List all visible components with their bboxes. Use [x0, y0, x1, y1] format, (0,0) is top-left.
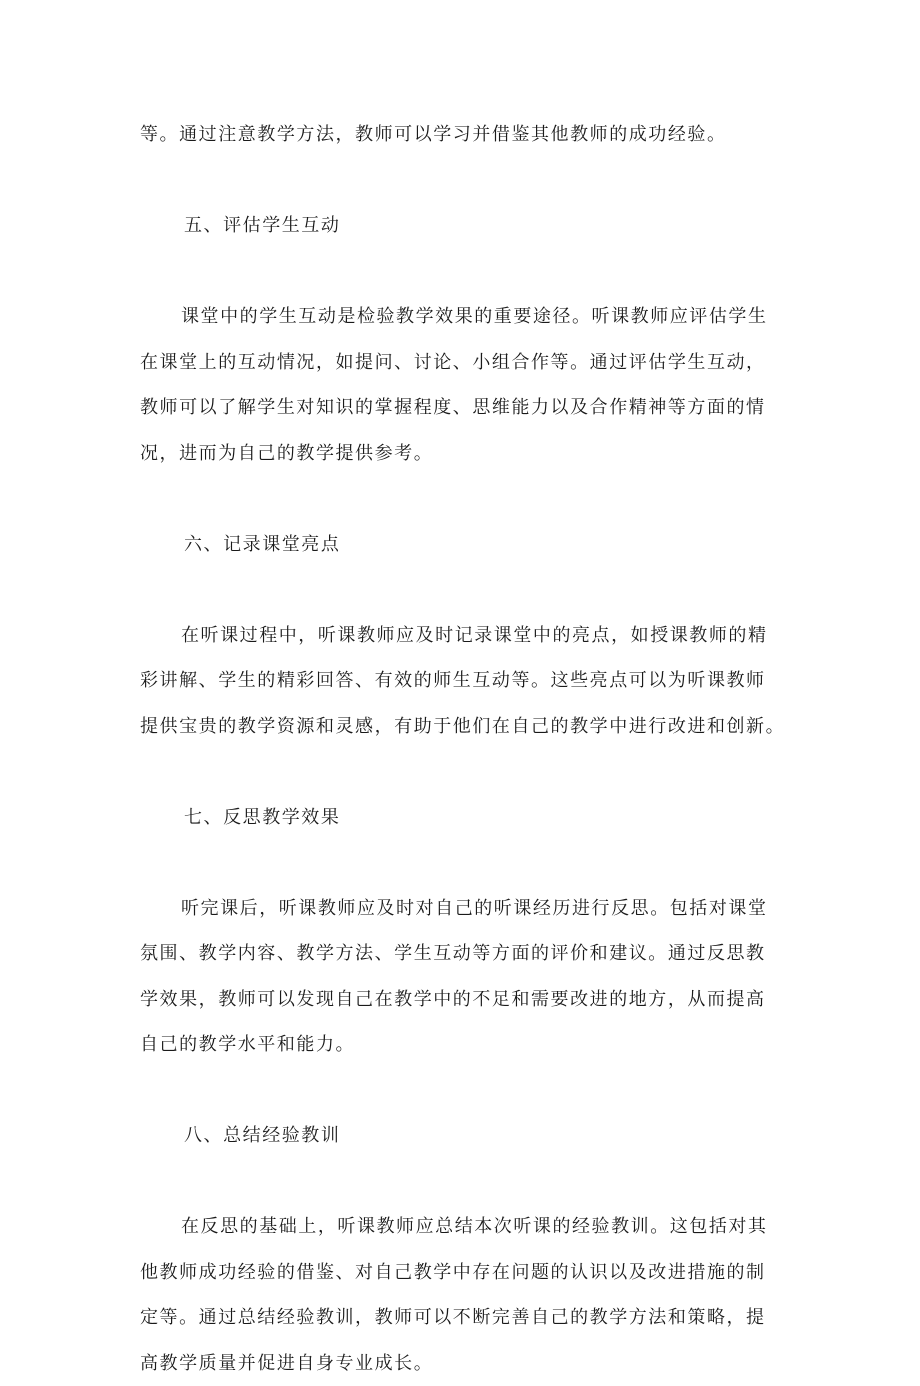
document-body: [140, 112, 786, 1386]
paragraph-line: 在反思的基础上，听课教师应总结本次听课的经验教训。这包括对其: [140, 1204, 786, 1250]
paragraph-line: 高教学质量并促进自身专业成长。: [140, 1341, 786, 1386]
paragraph-line: 氛围、教学内容、教学方法、学生互动等方面的评价和建议。通过反思教: [140, 931, 786, 977]
paragraph-gap: [140, 567, 786, 613]
paragraph-line: 提供宝贵的教学资源和灵感，有助于他们在自己的教学中进行改进和创新。: [140, 704, 786, 750]
paragraph-line: 在课堂上的互动情况，如提问、讨论、小组合作等。通过评估学生互动，: [140, 340, 786, 386]
paragraph-gap: [140, 158, 786, 204]
paragraph-line: 自己的教学水平和能力。: [140, 1022, 786, 1068]
paragraph-gap: [140, 1068, 786, 1114]
paragraph-line: 学效果，教师可以发现自己在教学中的不足和需要改进的地方，从而提高: [140, 977, 786, 1023]
section-heading-7: 七、反思教学效果: [140, 795, 786, 841]
paragraph-line: 定等。通过总结经验教训，教师可以不断完善自己的教学方法和策略，提: [140, 1295, 786, 1341]
section-heading-8: 八、总结经验教训: [140, 1113, 786, 1159]
section-heading-6: 六、记录课堂亮点: [140, 522, 786, 568]
paragraph-gap: [140, 476, 786, 522]
paragraph-line: 况，进而为自己的教学提供参考。: [140, 431, 786, 477]
paragraph-gap: [140, 249, 786, 295]
paragraph-gap: [140, 749, 786, 795]
paragraph-line: 在听课过程中，听课教师应及时记录课堂中的亮点，如授课教师的精: [140, 613, 786, 659]
paragraph-gap: [140, 840, 786, 886]
paragraph-line: 听完课后，听课教师应及时对自己的听课经历进行反思。包括对课堂: [140, 886, 786, 932]
paragraph-continuation-line: 等。通过注意教学方法，教师可以学习并借鉴其他教师的成功经验。: [140, 112, 786, 158]
section-heading-5: 五、评估学生互动: [140, 203, 786, 249]
paragraph-line: 他教师成功经验的借鉴、对自己教学中存在问题的认识以及改进措施的制: [140, 1250, 786, 1296]
paragraph-line: 课堂中的学生互动是检验教学效果的重要途径。听课教师应评估学生: [140, 294, 786, 340]
paragraph-line: 教师可以了解学生对知识的掌握程度、思维能力以及合作精神等方面的情: [140, 385, 786, 431]
paragraph-line: 彩讲解、学生的精彩回答、有效的师生互动等。这些亮点可以为听课教师: [140, 658, 786, 704]
paragraph-gap: [140, 1159, 786, 1205]
